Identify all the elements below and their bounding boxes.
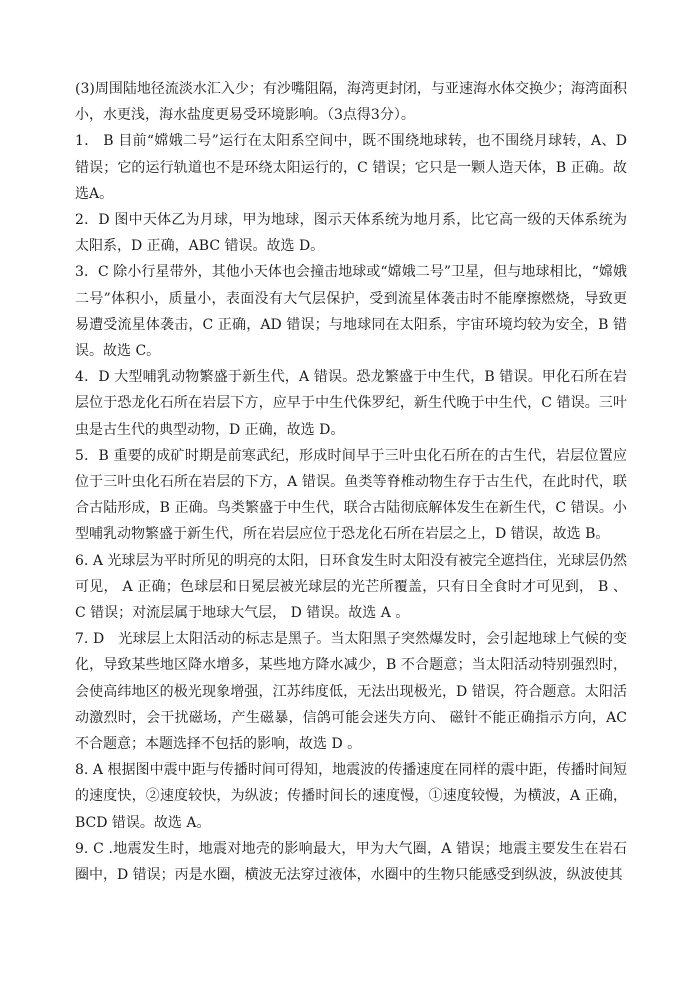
answer-paragraph-q6: 6. A 光球层为平时所见的明亮的太阳，日环食发生时太阳没有被完全遮挡住，光球层仍然可见， A 正确；色球层和日冕层被光球层的光芒所覆盖，只有日全食时才可见到， B 、C 错误；对流层属于地球大气层， D 错误。故选 A 。: [75, 552, 627, 622]
answer-paragraph-q8: 8. A 根据图中震中距与传播时间可得知，地震波的传播速度在同样的震中距，传播时间短的速度快，②速度较快，为纵波；传播时间长的速度慢，①速度较慢，为横波，A 正确，BCD 错误。故选 A。: [75, 762, 627, 831]
answer-paragraph-q3: 3．C 除小行星带外，其他小天体也会撞击地球或“嫦娥二号”卫星，但与地球相比，“嫦娥二号”体积小，质量小，表面没有大气层保护，受到流星体袭击时不能摩擦燃烧，导致更易遭受流星体袭击，C 正确，AD 错误；与地球同在太阳系，宇宙环境均较为安全，B 错误。故选 C。: [75, 264, 627, 360]
answer-paragraph-q2: 2．D 图中天体乙为月球，甲为地球，图示天体系统为地月系，比它高一级的天体系统为太阳系，D 正确，ABC 错误。故选 D。: [75, 212, 627, 255]
answer-paragraph-3-part: (3)周围陆地径流淡水汇入少；有沙嘴阻隔，海湾更封闭，与亚速海水体交换少；海湾面积小，水更浅，海水盐度更易受环境影响。（3点得3分）。: [75, 81, 627, 124]
answer-paragraph-q7: 7. D 光球层上太阳活动的标志是黑子。当太阳黑子突然爆发时，会引起地球上气候的变化，导致某些地区降水增多，某些地方降水减少，B 不合题意；当太阳活动特别强烈时，会使高纬地区的极光现象增强，江苏纬度低，无法出现极光，D 错误，符合题意。太阳活动激烈时，会干扰磁场，产生磁暴，信鸽可能会迷失方向、 磁针不能正确指示方向，AC 不合题意；本题选择不包括的影响，故选 D 。: [75, 631, 627, 753]
answer-document: [75, 76, 627, 888]
answer-paragraph-q9: 9. C .地震发生时，地震对地壳的影响最大，甲为大气圈，A 错误；地震主要发生在岩石圈中，D 错误；丙是水圈，横波无法穿过液体，水圈中的生物只能感受到纵波，纵波使其: [75, 840, 627, 884]
answer-paragraph-q1: 1． B 目前“嫦娥二号”运行在太阳系空间中，既不围绕地球转，也不围绕月球转，A、D错误；它的运行轨道也不是环绕太阳运行的，C 错误；它只是一颗人造天体，B 正确。故选A。: [75, 133, 627, 202]
answer-paragraph-q4: 4．D 大型哺乳动物繁盛于新生代，A 错误。恐龙繁盛于中生代，B 错误。甲化石所在岩层位于恐龙化石所在岩层下方，应早于中生代侏罗纪，新生代晚于中生代，C 错误。三叶虫是古生代的典型动物，D 正确，故选 D。: [75, 369, 627, 438]
answer-paragraph-q5: 5．B 重要的成矿时期是前寒武纪，形成时间早于三叶虫化石所在的古生代，岩层位置应位于三叶虫化石所在岩层的下方，A 错误。鱼类等脊椎动物生存于古生代，在此时代，联合古陆形成，B 正确。鸟类繁盛于中生代，联合古陆彻底解体发生在新生代，C 错误。小型哺乳动物繁盛于新生代，所在岩层应位于恐龙化石所在岩层之上，D 错误，故选 B。: [75, 447, 627, 543]
